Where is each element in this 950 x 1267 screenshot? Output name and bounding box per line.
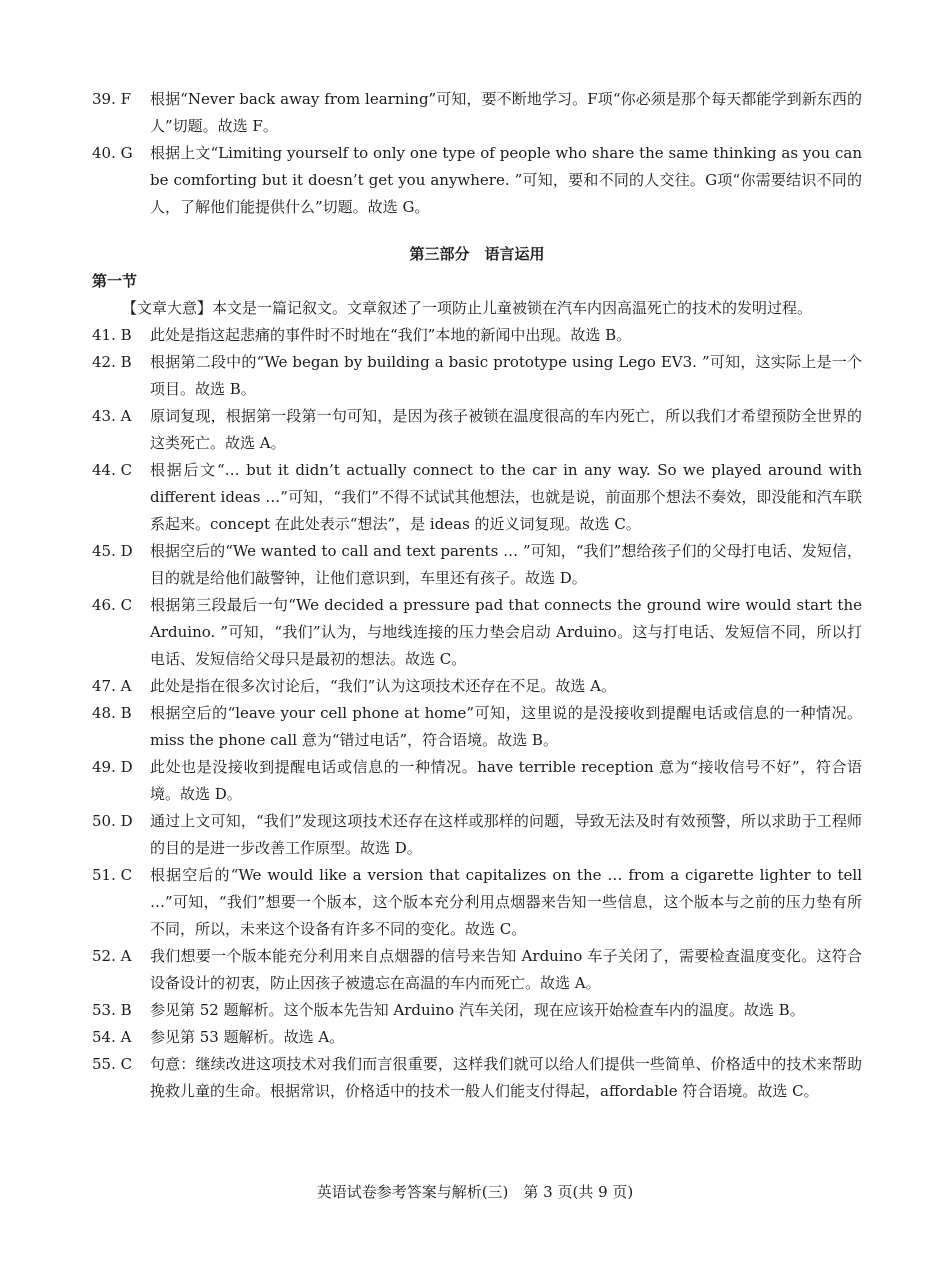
answer-item: [92, 754, 862, 808]
answer-explanation: 根据空后的“We would like a version that capitalizes on the … from a cigarette lighter to tell …”可知，“我们”想要一个版本，这个版本充分利用点烟器来告知一些信息，这个版本与之前的压力垫有所不同，所以，未来这个设备有许多不同的变化。故选 C。: [150, 866, 862, 938]
answer-number: 54. A: [92, 1028, 132, 1046]
answer-number: 52. A: [92, 947, 132, 965]
answer-number: 44. C: [92, 461, 133, 479]
answer-item: [92, 457, 862, 538]
answer-explanation: 通过上文可知，“我们”发现这项技术还存在这样或那样的问题，导致无法及时有效预警，所以求助于工程师的目的是进一步改善工作原型。故选 D。: [150, 812, 862, 857]
answer-explanation: 根据“Never back away from learning”可知，要不断地学习。F项“你必须是那个每天都能学到新东西的人”切题。故选 F。: [150, 90, 862, 135]
answer-item: [92, 673, 862, 700]
page-footer: 英语试卷参考答案与解析(三) 第 3 页(共 9 页): [316, 1183, 634, 1201]
answer-explanation: 根据空后的“We wanted to call and text parents … ”可知，“我们”想给孩子们的父母打电话、发短信，目的就是给他们敲警钟，让他们意识到，车里还有孩子。故选 D。: [150, 542, 862, 587]
answer-explanation: 句意：继续改进这项技术对我们而言很重要，这样我们就可以给人们提供一些简单、价格适中的技术来帮助挽救儿童的生命。根据常识，价格适中的技术一般人们能支付得起，affordable 符合语境。故选 C。: [150, 1055, 862, 1100]
answer-page: [92, 86, 862, 1105]
answer-explanation: 此处是指这起悲痛的事件时不时地在“我们”本地的新闻中出现。故选 B。: [150, 326, 632, 344]
answer-item: [92, 86, 862, 140]
subsection-title: 第一节: [92, 272, 138, 290]
answer-item: [92, 943, 862, 997]
answer-explanation: 根据上文“Limiting yourself to only one type of people who share the same thinking as you can be comforting but it doesn’t get you anywhere. ”可知，要和不同的人交往。G项“你需要结识不同的人，了解他们能提供什么”切题。故选 G。: [150, 144, 862, 216]
answer-explanation: 参见第 53 题解析。故选 A。: [150, 1028, 345, 1046]
answer-item: [92, 322, 862, 349]
answer-explanation: 参见第 52 题解析。这个版本先告知 Arduino 汽车关闭，现在应该开始检查车内的温度。故选 B。: [150, 1001, 805, 1019]
answer-item: [92, 1051, 862, 1105]
answer-item: [92, 808, 862, 862]
answer-explanation: 根据第三段最后一句“We decided a pressure pad that connects the ground wire would start the Arduino. ”可知，“我们”认为，与地线连接的压力垫会启动 Arduino。这与打电话、发短信不同，所以打电话、发短信给父母只是最初的想法。故选 C。: [150, 596, 862, 668]
answer-number: 49. D: [92, 758, 133, 776]
answer-item: [92, 1024, 862, 1051]
answer-number: 55. C: [92, 1055, 133, 1073]
answer-explanation: 根据第二段中的“We began by building a basic prototype using Lego EV3. ”可知，这实际上是一个项目。故选 B。: [150, 353, 862, 398]
answer-number: 51. C: [92, 866, 133, 884]
answer-number: 41. B: [92, 326, 132, 344]
answer-number: 45. D: [92, 542, 133, 560]
answer-item: [92, 403, 862, 457]
answer-number: 46. C: [92, 596, 133, 614]
answer-item: [92, 140, 862, 221]
answer-item: [92, 538, 862, 592]
answer-list-reading: [92, 86, 862, 221]
answer-number: 53. B: [92, 1001, 132, 1019]
answer-explanation: 此处也是没接收到提醒电话或信息的一种情况。have terrible reception 意为“接收信号不好”，符合语境。故选 D。: [150, 758, 862, 803]
article-summary: 【文章大意】本文是一篇记叙文。文章叙述了一项防止儿童被锁在汽车内因高温死亡的技术的发明过程。: [122, 299, 813, 317]
answer-number: 47. A: [92, 677, 132, 695]
answer-explanation: 根据后文“… but it didn’t actually connect to the car in any way. So we played around with different ideas …”可知，“我们”不得不试试其他想法，也就是说，前面那个想法不奏效，即没能和汽车联系起来。concept 在此处表示“想法”，是 ideas 的近义词复现。故选 C。: [150, 461, 862, 533]
section-title: 第三部分 语言运用: [409, 245, 545, 263]
answer-number: 48. B: [92, 704, 132, 722]
answer-list-cloze: [92, 322, 862, 1105]
answer-explanation: 此处是指在很多次讨论后，“我们”认为这项技术还存在不足。故选 A。: [150, 677, 616, 695]
answer-number: 39. F: [92, 90, 132, 108]
answer-item: [92, 592, 862, 673]
answer-number: 50. D: [92, 812, 133, 830]
answer-item: [92, 700, 862, 754]
answer-number: 40. G: [92, 144, 133, 162]
answer-item: [92, 349, 862, 403]
answer-item: [92, 862, 862, 943]
answer-item: [92, 997, 862, 1024]
answer-explanation: 原词复现，根据第一段第一句可知，是因为孩子被锁在温度很高的车内死亡，所以我们才希望预防全世界的这类死亡。故选 A。: [150, 407, 862, 452]
answer-number: 42. B: [92, 353, 132, 371]
answer-explanation: 根据空后的“leave your cell phone at home”可知，这里说的是没接收到提醒电话或信息的一种情况。miss the phone call 意为“错过电话”，符合语境。故选 B。: [150, 704, 862, 749]
answer-explanation: 我们想要一个版本能充分利用来自点烟器的信号来告知 Arduino 车子关闭了，需要检查温度变化。这符合设备设计的初衷，防止因孩子被遗忘在高温的车内而死亡。故选 A。: [150, 947, 862, 992]
answer-number: 43. A: [92, 407, 132, 425]
